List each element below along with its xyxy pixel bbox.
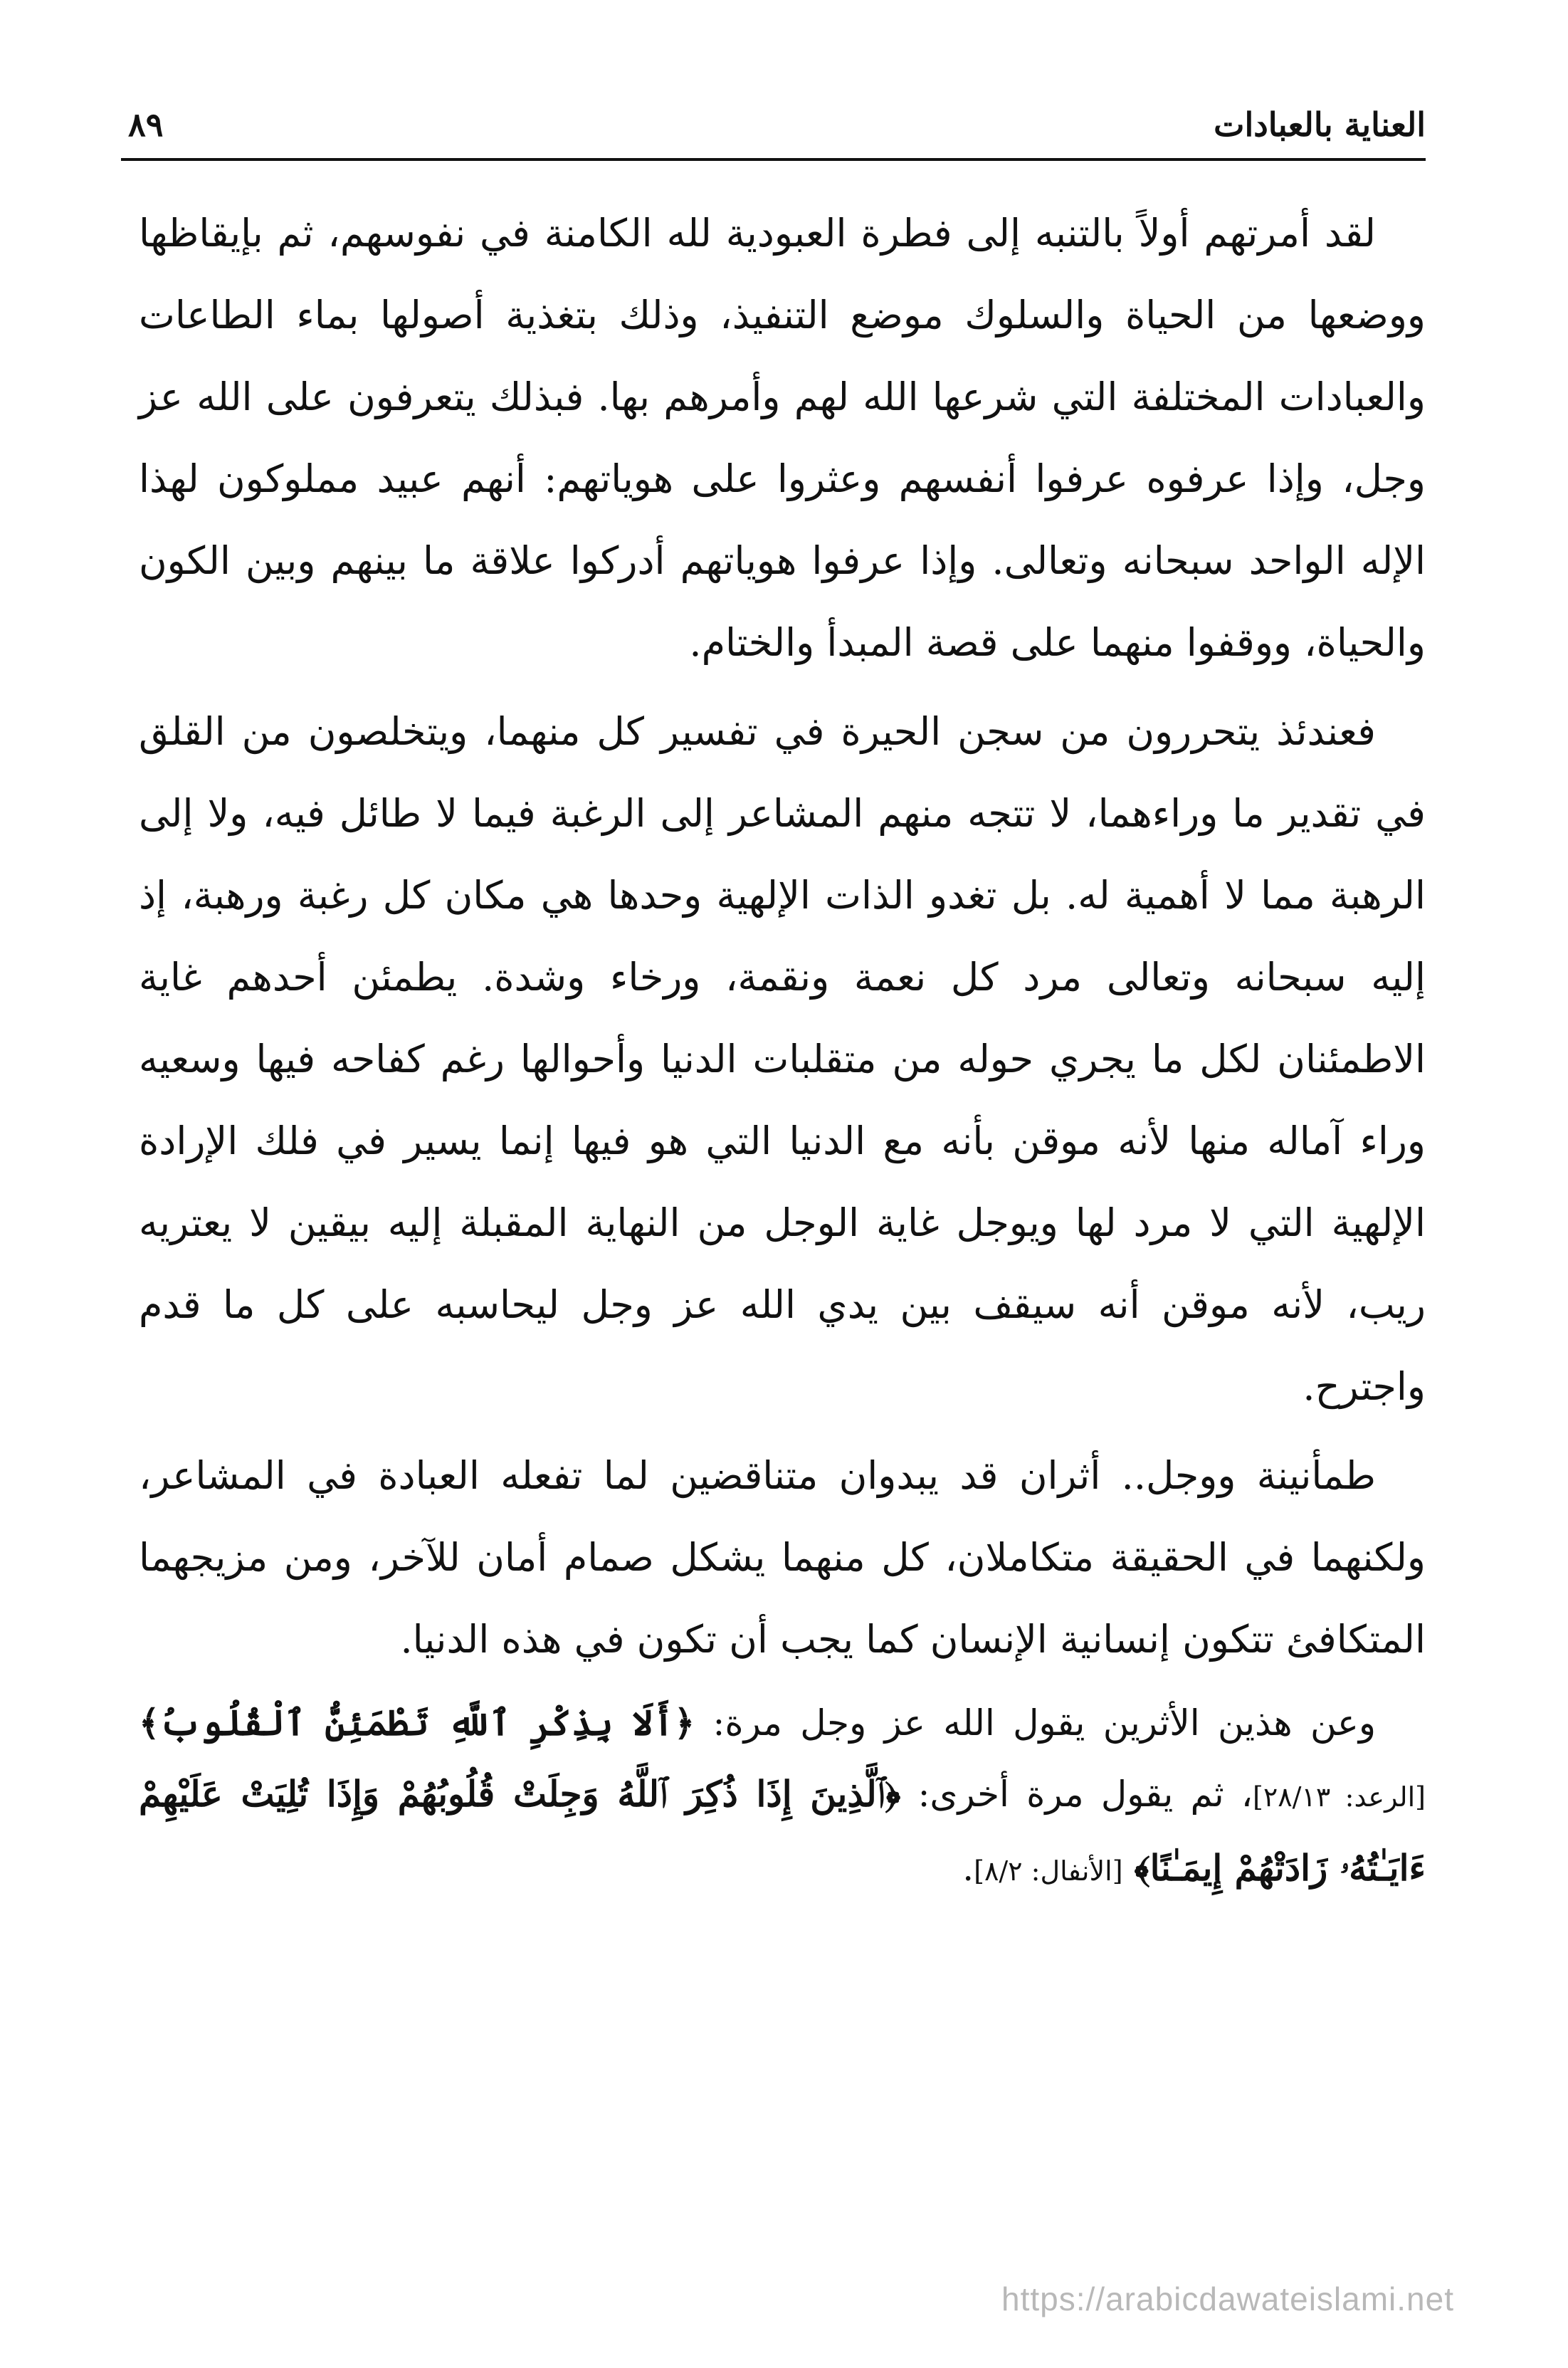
verse-reference-1: [الرعد: ٢٨/١٣] — [1252, 1781, 1426, 1813]
page-body — [139, 192, 1426, 1914]
quran-paragraph — [139, 1687, 1426, 1907]
paragraph-1: لقد أمرتهم أولاً بالتنبه إلى فطرة العبودية لله الكامنة في نفوسهم، ثم بإيقاظها ووضعها من الحياة والسلوك موضع التنفيذ، وذلك بتغذية أصولها بماء الطاعات والعبادات المختلفة التي شرعها الله لهم وأمرهم بها. فبذلك يتعرفون على الله عز وجل، وإذا عرفوه عرفوا أنفسهم وعثروا على هوياتهم: أنهم عبيد مملوكون لهذا الإله الواحد سبحانه وتعالى. وإذا عرفوا هوياتهم أدركوا علاقة ما بينهم وبين الكون والحياة، ووقفوا منهما على قصة المبدأ والختام. — [139, 211, 1426, 665]
header-rule — [121, 158, 1426, 161]
watermark-url: https://arabicdawateislami.net — [1001, 2280, 1454, 2317]
quran-verse-2: ﴿ٱلَّذِينَ إِذَا ذُكِرَ ٱللَّهُ وَجِلَتْ قُلُوبُهُمْ وَإِذَا تُلِيَتْ عَلَيْهِمْ ءَايَـٰتُهُۥ زَادَتْهُمْ إِيمَـٰنًا﴾ — [139, 1773, 1426, 1889]
page-header — [128, 100, 1426, 164]
quran-intro: وعن هذين الأثرين يقول الله عز وجل مرة: — [712, 1702, 1376, 1744]
running-title: العناية بالعبادات — [1214, 105, 1426, 144]
paragraph-2: فعندئذ يتحررون من سجن الحيرة في تفسير كل منهما، ويتخلصون من القلق في تقدير ما وراءهما، لا تتجه منهم المشاعر إلى الرغبة فيما لا طائل فيه، ولا إلى الرهبة مما لا أهمية له. بل تغدو الذات الإلهية وحدها هي مكان كل رغبة ورهبة، إذ إليه سبحانه وتعالى مرد كل نعمة ونقمة، ورخاء وشدة. يطمئن أحدهم غاية الاطمئنان لكل ما يجري حوله من متقلبات الدنيا وأحوالها رغم كفاحه فيها وسعيه وراء آماله منها لأنه موقن بأنه مع الدنيا التي هو فيها إنما يسير في فلك الإرادة الإلهية التي لا مرد لها ويوجل غاية الوجل من النهاية المقبلة إليه بيقين لا يعتريه ريب، لأنه موقن أنه سيقف بين يدي الله عز وجل ليحاسبه على كل ما قدم واجترح. — [139, 709, 1426, 1409]
quran-middle: ، ثم يقول مرة أخرى: — [917, 1774, 1253, 1815]
verse-reference-2: [الأنفال: ٨/٢] — [974, 1855, 1123, 1887]
quran-end: . — [962, 1848, 974, 1889]
page-number: ٨٩ — [128, 105, 164, 144]
quran-verse-1: ﴿أَلَا بِذِكْرِ ٱللَّهِ تَطْمَئِنُّ ٱلْقُلُوبُ﴾ — [139, 1702, 695, 1744]
paragraph-3: طمأنينة ووجل.. أثران قد يبدوان متناقضين لما تفعله العبادة في المشاعر، ولكنهما في الحقيقة متكاملان، كل منهما يشكل صمام أمان للآخر، ومن مزيجهما المتكافئ تتكون إنسانية الإنسان كما يجب أن تكون في هذه الدنيا. — [139, 1453, 1426, 1662]
